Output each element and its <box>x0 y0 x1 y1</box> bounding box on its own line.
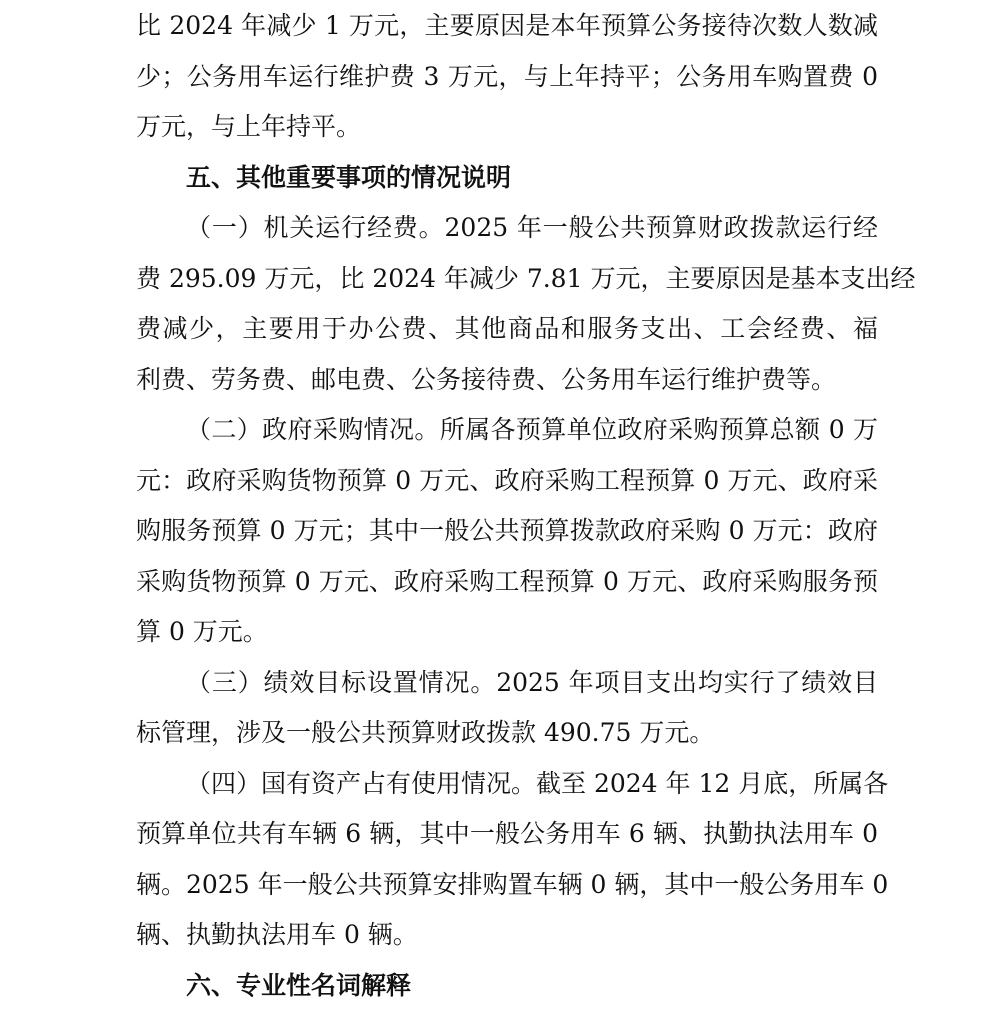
text-line: 比 2024 年减少 1 万元，主要原因是本年预算公务接待次数人数减 <box>136 11 878 40</box>
text-line: （二）政府采购情况。所属各预算单位政府采购预算总额 0 万 <box>186 415 878 444</box>
text-line: 算 0 万元。 <box>136 617 268 646</box>
text-line: 采购货物预算 0 万元、政府采购工程预算 0 万元、政府采购服务预 <box>136 567 878 596</box>
text-line: 元：政府采购货物预算 0 万元、政府采购工程预算 0 万元、政府采 <box>136 466 878 495</box>
text-line: （四）国有资产占有使用情况。截至 2024 年 12 月底，所属各 <box>186 769 889 798</box>
text-line: 辆。2025 年一般公共预算安排购置车辆 0 辆，其中一般公务用车 0 <box>136 870 889 899</box>
section-heading: 五、其他重要事项的情况说明 <box>186 163 512 192</box>
text-line: 万元，与上年持平。 <box>136 112 362 141</box>
text-line: 购服务预算 0 万元；其中一般公共预算拨款政府采购 0 万元：政府 <box>136 516 878 545</box>
text-line: （三）绩效目标设置情况。2025 年项目支出均实行了绩效目 <box>186 668 878 697</box>
text-line: 预算单位共有车辆 6 辆，其中一般公务用车 6 辆、执勤执法用车 0 <box>136 819 878 848</box>
text-line: 费 295.09 万元，比 2024 年减少 7.81 万元，主要原因是基本支出经 <box>136 264 916 293</box>
section-heading: 六、专业性名词解释 <box>186 971 412 1000</box>
text-line: （一）机关运行经费。2025 年一般公共预算财政拨款运行经 <box>186 213 878 242</box>
text-line: 费减少，主要用于办公费、其他商品和服务支出、工会经费、福 <box>136 314 878 343</box>
text-line: 标管理，涉及一般公共预算财政拨款 490.75 万元。 <box>136 718 715 747</box>
text-line: 辆、执勤执法用车 0 辆。 <box>136 920 418 949</box>
text-line: 少；公务用车运行维护费 3 万元，与上年持平；公务用车购置费 0 <box>136 62 878 91</box>
text-line: 利费、劳务费、邮电费、公务接待费、公务用车运行维护费等。 <box>136 365 837 394</box>
